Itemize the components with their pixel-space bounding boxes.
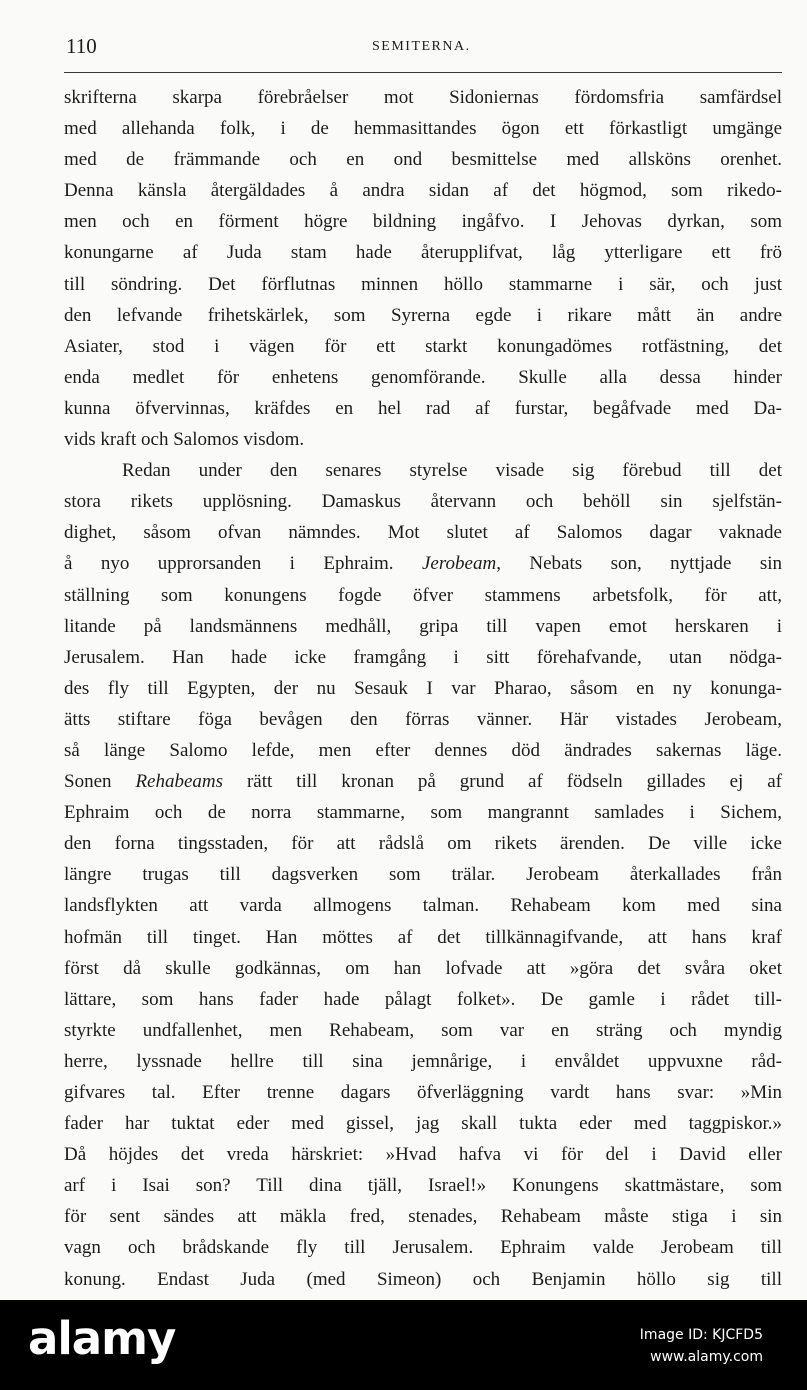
text-line: kunna öfvervinnas, kräfdes en hel rad af furstar, begåfvade med Da- bbox=[64, 397, 782, 419]
image-id: Image ID: KJCFD5 bbox=[639, 1327, 763, 1343]
text-line: hofmän till tinget. Han möttes af det tillkännagifvande, att hans kraf bbox=[64, 926, 782, 948]
text-line: stora rikets upplösning. Damaskus återvann och behöll sin sjelfstän- bbox=[64, 491, 782, 513]
text-line: fader har tuktat eder med gissel, jag skall tukta eder med taggpiskor.» bbox=[64, 1113, 782, 1135]
page-title: SEMITERNA. bbox=[372, 39, 471, 54]
text-line: Redan under den senares styrelse visade sig förebud till det bbox=[122, 460, 782, 482]
text-line: Denna känsla återgäldades å andra sidan af det högmod, som rikedo- bbox=[64, 180, 782, 202]
text-line: med allehanda folk, i de hemmasittandes ögon ett förkastligt umgänge bbox=[64, 118, 782, 140]
text-line: men och en förment högre bildning ingåfvo. I Jehovas dyrkan, som bbox=[64, 211, 782, 233]
text-line: Då höjdes det vreda härskriet: »Hvad hafva vi för del i David eller bbox=[64, 1144, 782, 1166]
text-line: längre trugas till dagsverken som trälar. Jerobeam återkallades från bbox=[64, 864, 782, 886]
text-line: konung. Endast Juda (med Simeon) och Benjamin höllo sig till bbox=[64, 1268, 782, 1290]
text-line: styrkte undfallenhet, men Rehabeam, som var en sträng och myndig bbox=[64, 1019, 782, 1041]
text-line: den lefvande frihetskärlek, som Syrerna egde i rikare mått än andre bbox=[64, 304, 782, 326]
text-line: herre, lyssnade hellre till sina jemnårige, i envåldet uppvuxne råd- bbox=[64, 1050, 782, 1072]
text-line: des fly till Egypten, der nu Sesauk I var Pharao, såsom en ny konunga- bbox=[64, 677, 782, 699]
text-line: med de främmande och en ond besmittelse med allsköns orenhet. bbox=[64, 149, 782, 171]
text-line: å nyo upprorsanden i Ephraim. Jerobeam, Nebats son, nyttjade sin bbox=[64, 553, 782, 575]
text-line: skrifterna skarpa förebråelser mot Sidoniernas fördomsfria samfärdsel bbox=[64, 87, 782, 108]
site-url: www.alamy.com bbox=[650, 1349, 763, 1365]
text-line: ätts stiftare föga bevågen den förras vänner. Här vistades Jerobeam, bbox=[64, 708, 782, 730]
text-line: till söndring. Det förflutnas minnen höllo stammarne i sär, och just bbox=[64, 273, 782, 295]
text-line: arf i Isai son? Till dina tjäll, Israel!» Konungens skattmästare, som bbox=[64, 1175, 782, 1197]
page-number: 110 bbox=[66, 34, 97, 58]
text-line: den forna tingsstaden, för att rådslå om rikets ärenden. De ville icke bbox=[64, 833, 782, 855]
text-line: litande på landsmännens medhåll, gripa till vapen emot herskaren i bbox=[64, 615, 782, 637]
text-line: lättare, som hans fader hade pålagt folket». De gamle i rådet till- bbox=[64, 988, 782, 1010]
text-line: vids kraft och Salomos visdom. bbox=[64, 429, 305, 451]
text-line: först då skulle godkännas, om han lofvade att »göra det svåra oket bbox=[64, 957, 782, 979]
text-line: ställning som konungens fogde öfver stammens arbetsfolk, för att, bbox=[64, 584, 782, 606]
text-line: Jerusalem. Han hade icke framgång i sitt förehafvande, utan nödga- bbox=[64, 646, 782, 668]
text-line: Sonen Rehabeams rätt till kronan på grund af födseln gillades ej af bbox=[64, 771, 782, 793]
text-line: för sent sändes att mäkla fred, stenades, Rehabeam måste stiga i sin bbox=[64, 1206, 782, 1228]
stock-footer-bar bbox=[0, 1300, 807, 1390]
text-line: Ephraim och de norra stammarne, som mangrannt samlades i Sichem, bbox=[64, 802, 782, 824]
body-text bbox=[64, 82, 782, 1326]
text-line: Asiater, stod i vägen för ett starkt konungadömes rotfästning, det bbox=[64, 335, 782, 357]
text-line: konungarne af Juda stam hade återupplifvat, låg ytterligare ett frö bbox=[64, 242, 782, 264]
alamy-logo: alamy bbox=[28, 1312, 176, 1365]
text-line: vagn och brådskande fly till Jerusalem. Ephraim valde Jerobeam till bbox=[64, 1237, 782, 1259]
text-line: landsflykten att varda allmogens talman. Rehabeam kom med sina bbox=[64, 895, 782, 917]
text-line: så länge Salomo lefde, men efter dennes död ändrades sakernas läge. bbox=[64, 739, 782, 761]
text-line: gifvares tal. Efter trenne dagars öfverläggning vardt hans svar: »Min bbox=[64, 1082, 782, 1103]
text-line: enda medlet för enhetens genomförande. Skulle alla dessa hinder bbox=[64, 366, 782, 388]
text-line: dighet, såsom ofvan nämndes. Mot slutet af Salomos dagar vaknade bbox=[64, 522, 782, 544]
running-header bbox=[64, 30, 782, 73]
footer-meta bbox=[640, 1324, 763, 1368]
